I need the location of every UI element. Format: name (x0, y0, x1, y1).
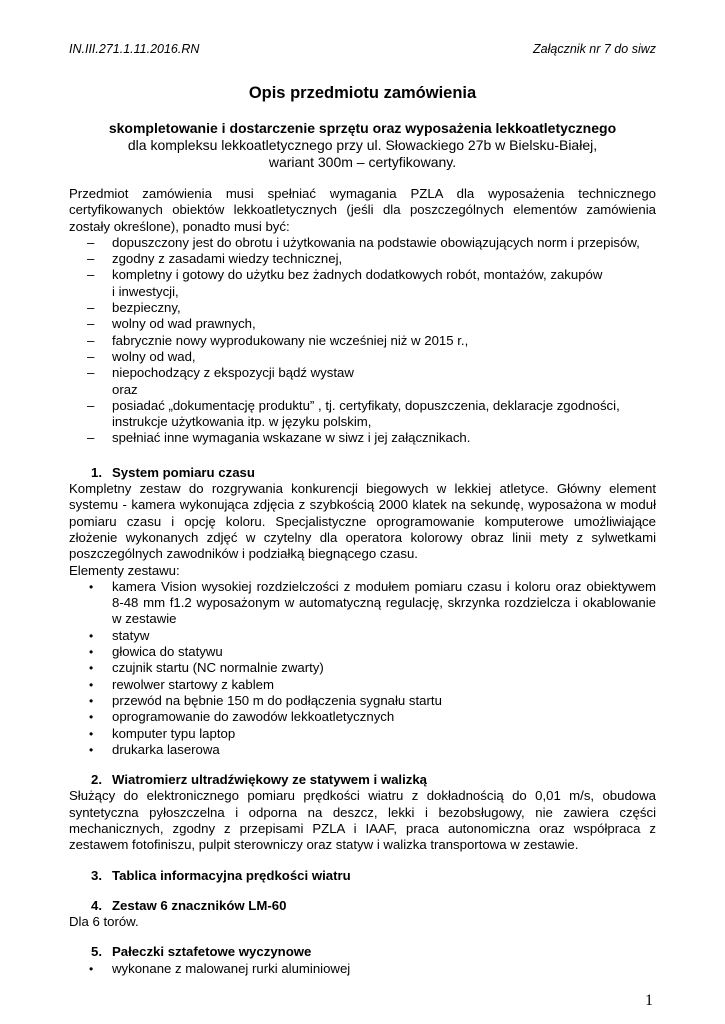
list-item: • komputer typu laptop (89, 725, 236, 741)
list-item: – bezpieczny, (87, 300, 181, 316)
bullet-marker: • (89, 661, 94, 676)
list-item: – spełniać inne wymagania wskazane w siwz i jej załącznikach. (87, 430, 471, 446)
subtitle-line-1: skompletowanie i dostarczenie sprzętu oraz wyposażenia lekkoatletycznego (108, 120, 617, 136)
attachment-label: Załącznik nr 7 do siwz (533, 42, 656, 56)
list-item: • kamera Vision wysokiej rozdzielczości z modułem pomiaru czasu i koloru oraz obiektywem 8-48 mm f1.2 wyposażonym w automatyczną regulację, skrzynka rozdzielcza i okablowanie w zestawie (89, 578, 656, 627)
reference-number: IN.III.271.1.11.2016.RN (69, 42, 200, 56)
list-item: • wykonane z malowanej rurki aluminiowej (89, 960, 351, 976)
subtitle-line-2: dla kompleksu lekkoatletycznego przy ul. Słowackiego 27b w Bielsku-Białej, (127, 137, 598, 153)
dash-marker: – (87, 251, 95, 267)
document-body (69, 186, 656, 977)
bullet-marker: • (89, 645, 94, 660)
dash-marker: – (87, 397, 95, 413)
list-item-continuation: i inwestycji, (112, 283, 179, 299)
section-1-items (69, 579, 656, 758)
section-heading-3: 3. Tablica informacyjna prędkości wiatru (91, 867, 351, 883)
list-item: – niepochodzący z ekspozycji bądź wystaw (87, 365, 354, 381)
section-5-items (69, 961, 656, 977)
requirements-list (69, 235, 656, 447)
list-item: • oprogramowanie do zawodów lekkoatletycznych (89, 709, 395, 725)
dash-marker: – (87, 267, 95, 283)
list-item: – wolny od wad prawnych, (87, 316, 256, 332)
page-number: 1 (645, 992, 653, 1009)
list-item: • statyw (89, 627, 150, 643)
section-1-body: Kompletny zestaw do rozgrywania konkurencji biegowych w lekkiej atletyce. Główny element systemu - kamera wykonująca zdjęcia z szybkością 2000 klatek na sekundę, wyposażona w moduł pomiaru czasu i opcję koloru. Specjalistyczne oprogramowanie komputerowe umożliwiające złożenie wykonanych zdjęć w czytelny dla operatora kolorowy obraz linii mety z sylwetkami poszczególnych zawodników i podziałką biegnącego czasu. (69, 481, 656, 562)
section-heading-2: 2. Wiatromierz ultradźwiękowy ze statywem i walizką (91, 772, 428, 788)
list-item: – kompletny i gotowy do użytku bez żadnych dodatkowych robót, montażów, zakupów (87, 267, 603, 283)
dash-marker: – (87, 316, 95, 332)
list-item: – zgodny z zasadami wiedzy technicznej, (87, 251, 343, 267)
section-2-body: Służący do elektronicznego pomiaru prędkości wiatru z dokładnością do 0,01 m/s, obudowa syntetyczna pyłoszczelna i odporna na deszcz, lekki i bezobsługowy, nie zawiera części mechanicznych, zgodny z przepisami PZLA i IAAF, praca autonomiczna oraz współpraca z zestawem fotofiniszu, pulpit sterowniczy oraz statyw i walizka transportowa w zestawie. (69, 788, 656, 853)
bullet-marker: • (89, 961, 94, 976)
dash-marker: – (87, 365, 95, 381)
list-item: – fabrycznie nowy wyprodukowany nie wcześniej niż w 2015 r., (87, 332, 469, 348)
list-item: – wolny od wad, (87, 348, 196, 364)
list-item: – posiadać „dokumentację produktu” , tj. certyfikaty, dopuszczenia, deklaracje zgodności, (87, 397, 620, 413)
list-item: • czujnik startu (NC normalnie zwarty) (89, 660, 324, 676)
bullet-marker: • (89, 677, 94, 692)
section-heading-5: 5. Pałeczki sztafetowe wyczynowe (91, 944, 312, 960)
dash-marker: – (87, 234, 95, 250)
list-item-continuation: instrukcje użytkowania itp. w języku polskim, (112, 414, 372, 430)
dash-marker: – (87, 332, 95, 348)
list-item: – dopuszczony jest do obrotu i użytkowania na podstawie obowiązujących norm i przepisów, (87, 234, 640, 250)
bullet-marker: • (89, 742, 94, 757)
section-heading-1: 1. System pomiaru czasu (91, 464, 255, 480)
dash-marker: – (87, 300, 95, 316)
list-item-continuation: oraz (112, 381, 138, 397)
dash-marker: – (87, 348, 95, 364)
page-title: Opis przedmiotu zamówienia (248, 84, 477, 102)
bullet-marker: • (89, 726, 94, 741)
dash-marker: – (87, 430, 95, 446)
bullet-marker: • (89, 628, 94, 643)
list-item: • głowica do statywu (89, 644, 223, 660)
section-heading-4: 4. Zestaw 6 znaczników LM-60 (91, 897, 287, 913)
section-4-body: Dla 6 torów. (69, 914, 139, 930)
elements-label: Elementy zestawu: (69, 562, 180, 578)
subtitle-line-3: wariant 300m – certyfikowany. (268, 154, 457, 170)
bullet-marker: • (89, 579, 94, 594)
bullet-marker: • (89, 710, 94, 725)
list-item: • rewolwer startowy z kablem (89, 676, 274, 692)
list-item: • przewód na bębnie 150 m do podłączenia sygnału startu (89, 692, 442, 708)
list-item: • drukarka laserowa (89, 741, 220, 757)
subtitle-block (0, 120, 725, 171)
bullet-marker: • (89, 693, 94, 708)
intro-paragraph: Przedmiot zamówienia musi spełniać wymagania PZLA dla wyposażenia technicznego certyfikowanych obiektów lekkoatletycznych (jeśli dla poszczególnych elementów zamówienia zostały określone), ponadto musi być: (69, 186, 656, 234)
